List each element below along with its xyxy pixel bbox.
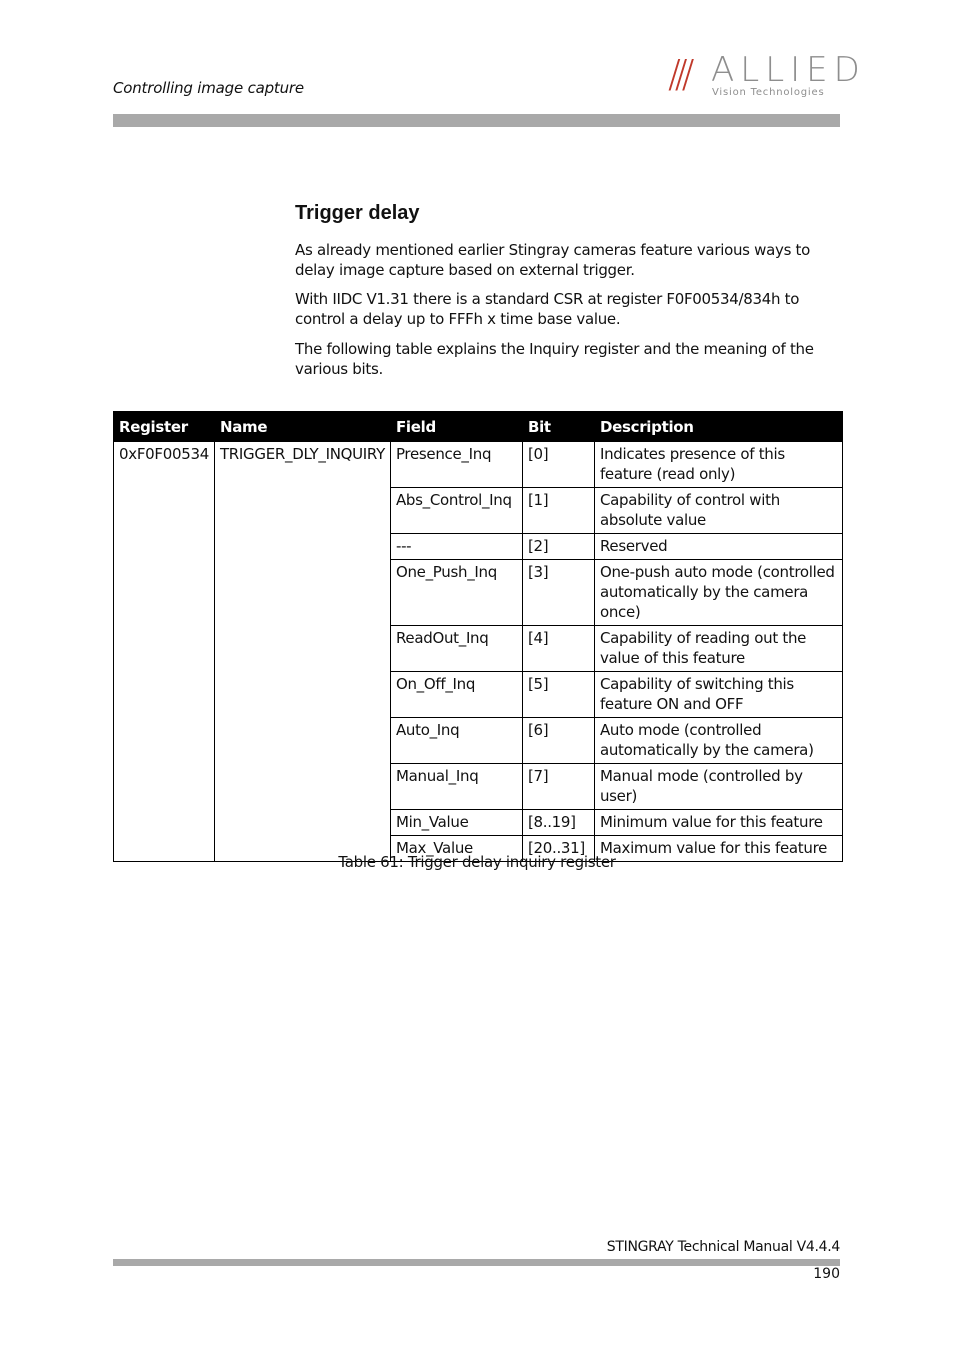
inquiry-register-table xyxy=(113,411,843,862)
body-paragraph: As already mentioned earlier Stingray cameras feature various ways to delay image capture based on external trigger. xyxy=(295,241,811,279)
field-cell: Auto_Inq xyxy=(390,718,522,764)
description-cell: Manual mode (controlled by user) xyxy=(594,764,842,810)
bit-cell: [6] xyxy=(522,718,594,764)
bit-cell: [5] xyxy=(522,672,594,718)
description-cell: Reserved xyxy=(594,534,842,560)
field-cell: ReadOut_Inq xyxy=(390,626,522,672)
header-divider-bar xyxy=(113,114,840,127)
table-row xyxy=(114,442,843,488)
field-cell: On_Off_Inq xyxy=(390,672,522,718)
description-cell: Capability of switching this feature ON and OFF xyxy=(594,672,842,718)
logo-word: ALLIED xyxy=(711,50,866,90)
section-title: Trigger delay xyxy=(295,202,420,224)
description-cell: Capability of control with absolute value xyxy=(594,488,842,534)
footer-divider-bar xyxy=(113,1259,840,1266)
column-header-description: Description xyxy=(594,412,842,442)
column-header-bit: Bit xyxy=(522,412,594,442)
description-cell: Indicates presence of this feature (read only) xyxy=(594,442,842,488)
column-header-name: Name xyxy=(214,412,390,442)
register-address-cell: 0xF0F00534 xyxy=(114,442,215,862)
column-header-field: Field xyxy=(390,412,522,442)
bit-cell: [2] xyxy=(522,534,594,560)
body-paragraph: With IIDC V1.31 there is a standard CSR at register F0F00534/834h to control a delay up to FFFh x time base value. xyxy=(295,290,800,328)
footer-manual-title: STINGRAY Technical Manual V4.4.4 xyxy=(606,1239,840,1255)
logo-subtitle: Vision Technologies xyxy=(712,87,825,98)
logo-slashes: /// xyxy=(668,52,689,96)
field-cell: Max_Value xyxy=(390,836,522,862)
field-cell: Presence_Inq xyxy=(390,442,522,488)
description-cell: Maximum value for this feature xyxy=(594,836,842,862)
bit-cell: [0] xyxy=(522,442,594,488)
page-number: 190 xyxy=(813,1266,840,1282)
field-cell: --- xyxy=(390,534,522,560)
allied-logo xyxy=(668,50,866,102)
description-cell: Auto mode (controlled automatically by the camera) xyxy=(594,718,842,764)
register-name-cell: TRIGGER_DLY_INQUIRY xyxy=(214,442,390,862)
field-cell: One_Push_Inq xyxy=(390,560,522,626)
column-header-register: Register xyxy=(114,412,215,442)
field-cell: Abs_Control_Inq xyxy=(390,488,522,534)
table-header-row xyxy=(114,412,843,442)
description-cell: One-push auto mode (controlled automatically by the camera once) xyxy=(594,560,842,626)
bit-cell: [1] xyxy=(522,488,594,534)
bit-cell: [7] xyxy=(522,764,594,810)
bit-cell: [3] xyxy=(522,560,594,626)
field-cell: Manual_Inq xyxy=(390,764,522,810)
field-cell: Min_Value xyxy=(390,810,522,836)
description-cell: Minimum value for this feature xyxy=(594,810,842,836)
running-header-section: Controlling image capture xyxy=(113,79,304,97)
bit-cell: [4] xyxy=(522,626,594,672)
description-cell: Capability of reading out the value of this feature xyxy=(594,626,842,672)
bit-cell: [20..31] xyxy=(522,836,594,862)
body-paragraph: The following table explains the Inquiry register and the meaning of the various bits. xyxy=(295,340,814,378)
table-caption: Table 61: Trigger delay inquiry register xyxy=(338,853,616,871)
bit-cell: [8..19] xyxy=(522,810,594,836)
